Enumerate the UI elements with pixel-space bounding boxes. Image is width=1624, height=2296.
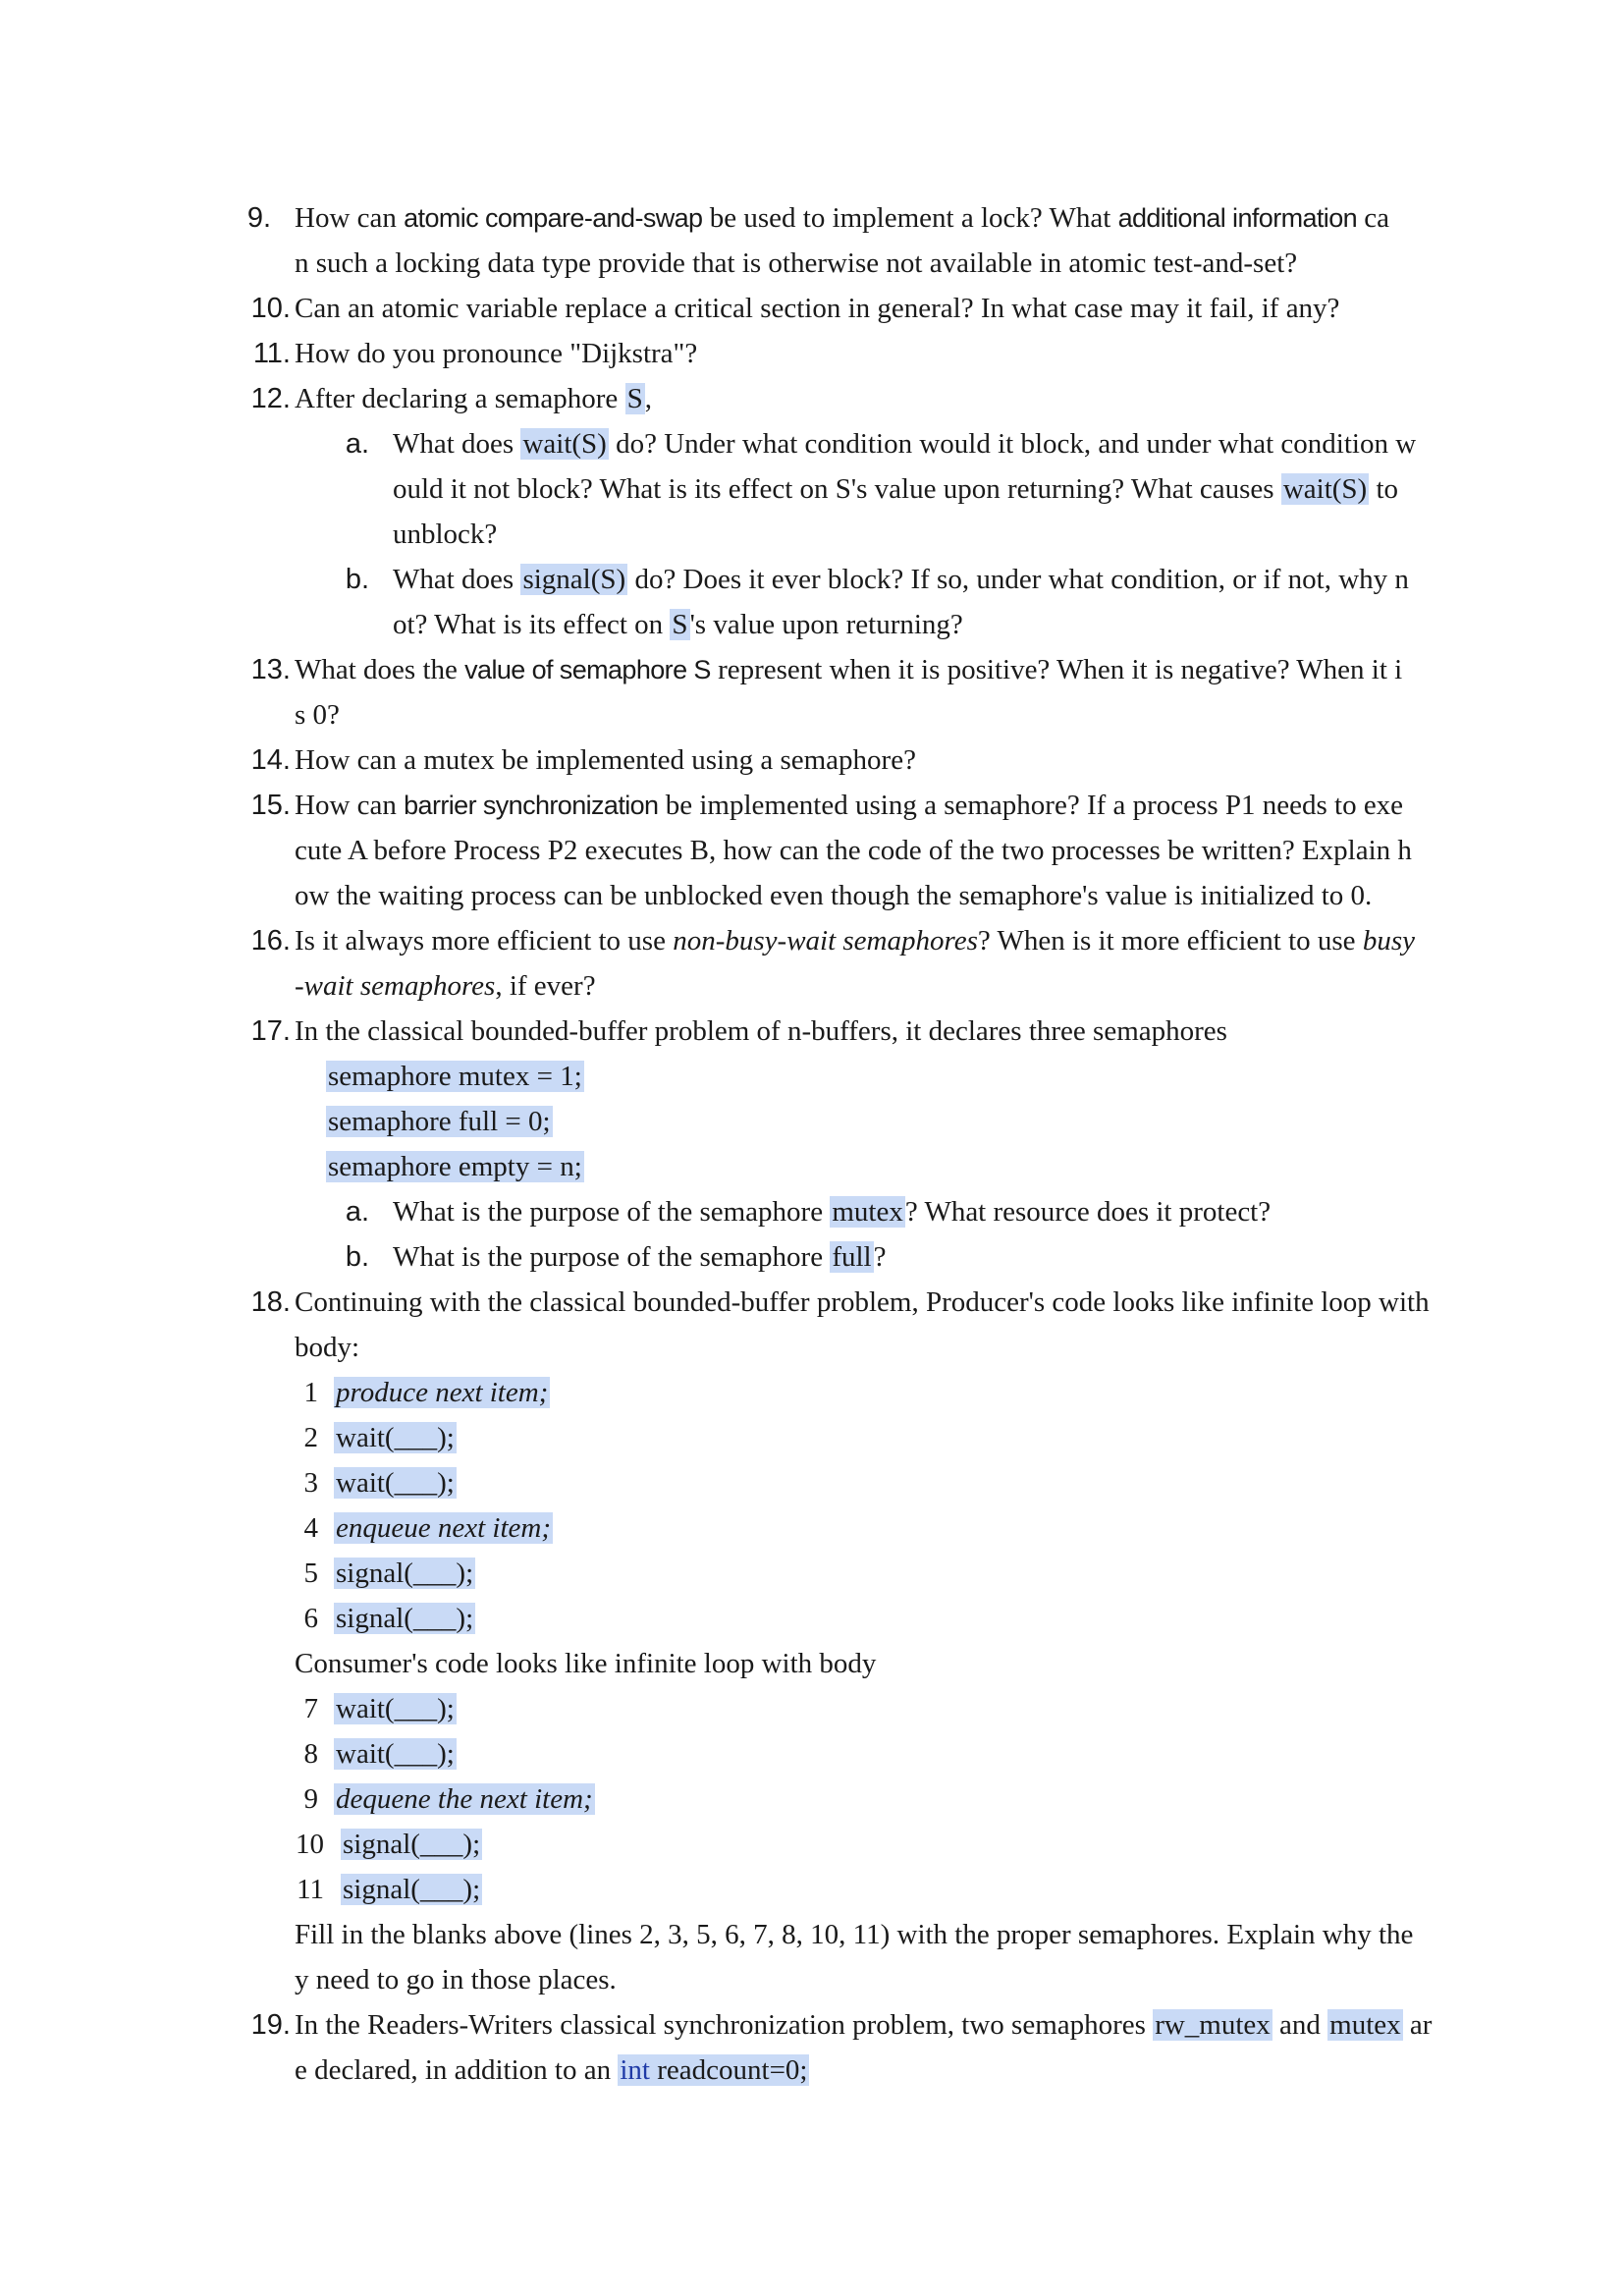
question-18-fill-line-1: Fill in the blanks above (lines 2, 3, 5, 6, 7, 8, 10, 11) with the proper semaphores. Explain why the — [295, 1919, 1414, 1950]
text: 's value upon returning? — [689, 609, 963, 640]
question-19-line-2 — [295, 2048, 809, 2093]
question-12a-line-2 — [393, 466, 1398, 512]
question-number: 16. — [250, 925, 291, 957]
question-12-line-1 — [295, 376, 652, 421]
italic-term: -wait semaphores — [295, 970, 496, 1002]
text: How can — [295, 790, 405, 821]
italic-term: non-busy-wait semaphores — [673, 925, 978, 957]
code-line-number: 6 — [303, 1603, 318, 1634]
code-line — [334, 1731, 457, 1777]
highlighted-term: mutex — [1329, 2009, 1401, 2041]
subquestion-label: a. — [345, 1196, 369, 1228]
question-number: 12. — [250, 383, 291, 414]
highlighted-term: signal(S) — [522, 564, 626, 595]
text: do? Under what condition would it block, and under what condition w — [608, 428, 1417, 460]
question-19-line-1 — [295, 2002, 1432, 2048]
question-number: 15. — [250, 790, 291, 821]
question-15-line-1 — [295, 783, 1403, 828]
code-line-number: 11 — [297, 1874, 324, 1905]
text: What does the — [295, 654, 465, 685]
text: , — [644, 383, 652, 414]
bold-term: barrier synchronization — [404, 791, 659, 820]
code-text: wait(___); — [336, 1693, 455, 1724]
question-10-line-1: Can an atomic variable replace a critical section in general? In what case may it fail, if any? — [295, 293, 1340, 324]
keyword: int — [620, 2054, 650, 2086]
code-line — [334, 1460, 457, 1505]
highlighted-term: rw_mutex — [1155, 2009, 1271, 2041]
text: ot? What is its effect on — [393, 609, 671, 640]
code-line-number: 8 — [303, 1738, 318, 1770]
question-number: 11. — [252, 338, 291, 369]
code-line-number: 2 — [303, 1422, 318, 1453]
code-line — [334, 1505, 553, 1551]
question-15-line-2: cute A before Process P2 executes B, how can the code of the two processes be written? Explain h — [295, 835, 1412, 866]
text: ould it not block? What is its effect on S's value upon returning? What causes — [393, 473, 1281, 505]
code-line — [334, 1551, 475, 1596]
bold-term: atomic compare-and-swap — [404, 203, 703, 233]
code-text: semaphore empty = n; — [328, 1151, 582, 1182]
question-11-line-1: How do you pronounce "Dijkstra"? — [295, 338, 698, 369]
text: to — [1369, 473, 1399, 505]
highlighted-term: full — [832, 1241, 872, 1273]
text: After declaring a semaphore — [295, 383, 625, 414]
code-line — [326, 1099, 553, 1144]
question-17-line-1: In the classical bounded-buffer problem of n-buffers, it declares three semaphores — [295, 1015, 1227, 1047]
code-line-number: 10 — [296, 1829, 324, 1860]
text: be used to implement a lock? What — [702, 202, 1118, 234]
question-14-line-1: How can a mutex be implemented using a semaphore? — [295, 744, 916, 776]
code-line — [334, 1370, 550, 1415]
text: ? — [873, 1241, 887, 1273]
text: , if ever? — [495, 970, 596, 1002]
question-17b-line — [393, 1234, 887, 1280]
text: ar — [1402, 2009, 1433, 2041]
subquestion-label: b. — [345, 1241, 369, 1273]
question-13-line-1 — [295, 647, 1402, 692]
code-line — [341, 1867, 482, 1912]
question-13-line-2: s 0? — [295, 699, 340, 731]
text: ? When is it more efficient to use — [977, 925, 1363, 957]
question-number: 19. — [250, 2009, 291, 2041]
consumer-intro: Consumer's code looks like infinite loop with body — [295, 1648, 877, 1679]
text: In the Readers-Writers classical synchronization problem, two semaphores — [295, 2009, 1154, 2041]
text: and — [1272, 2009, 1328, 2041]
question-16-line-1 — [295, 918, 1415, 963]
code-line — [334, 1596, 475, 1641]
italic-term: busy — [1362, 925, 1415, 957]
text: do? Does it ever block? If so, under what condition, or if not, why n — [627, 564, 1409, 595]
code-text: semaphore full = 0; — [328, 1106, 551, 1137]
code-line — [326, 1054, 584, 1099]
question-number: 10. — [250, 293, 291, 324]
question-16-line-2 — [295, 963, 596, 1009]
text: What is the purpose of the semaphore — [393, 1196, 831, 1228]
text: ? What resource does it protect? — [904, 1196, 1272, 1228]
code-text: produce next item; — [336, 1377, 549, 1408]
question-18-fill-line-2: y need to go in those places. — [295, 1964, 617, 1995]
text: How can — [295, 202, 405, 234]
question-number: 9. — [246, 202, 271, 234]
text: What is the purpose of the semaphore — [393, 1241, 831, 1273]
code-line — [341, 1822, 482, 1867]
code-line — [334, 1777, 595, 1822]
code-line-number: 7 — [303, 1693, 318, 1724]
text: What does — [393, 564, 521, 595]
question-9-line-1 — [295, 195, 1389, 241]
highlighted-term: S — [672, 609, 688, 640]
text: Is it always more efficient to use — [295, 925, 674, 957]
bold-term: value of semaphore S — [464, 655, 711, 684]
highlighted-term: mutex — [832, 1196, 903, 1228]
code-text: signal(___); — [336, 1558, 474, 1589]
code-text: signal(___); — [343, 1829, 481, 1860]
code-text: dequene the next item; — [336, 1783, 593, 1815]
question-number: 13. — [250, 654, 291, 685]
text: What does — [393, 428, 521, 460]
text: ca — [1357, 202, 1390, 234]
code-line — [334, 1415, 457, 1460]
text: be implemented using a semaphore? If a process P1 needs to exe — [658, 790, 1404, 821]
question-12b-line-1 — [393, 557, 1409, 602]
subquestion-label: b. — [345, 564, 369, 595]
highlighted-term: wait(S) — [1282, 473, 1368, 505]
code-line-number: 4 — [303, 1512, 318, 1544]
question-number: 14. — [250, 744, 291, 776]
question-12a-line-3: unblock? — [393, 519, 498, 550]
question-9-line-2: n such a locking data type provide that is otherwise not available in atomic test-and-set? — [295, 247, 1298, 279]
question-15-line-3: ow the waiting process can be unblocked even though the semaphore's value is initialized to 0. — [295, 880, 1373, 911]
code-line — [334, 1686, 457, 1731]
code-line-number: 5 — [303, 1558, 318, 1589]
code-text: semaphore mutex = 1; — [328, 1061, 582, 1092]
question-18-line-1: Continuing with the classical bounded-buffer problem, Producer's code looks like infinite loop with — [295, 1286, 1430, 1318]
bold-term: additional information — [1117, 203, 1358, 233]
code-text: signal(___); — [343, 1874, 481, 1905]
highlighted-term: S — [626, 383, 643, 414]
code-text: wait(___); — [336, 1467, 455, 1499]
text: represent when it is positive? When it is negative? When it i — [710, 654, 1403, 685]
question-number: 17. — [250, 1015, 291, 1047]
code-line-number: 9 — [303, 1783, 318, 1815]
text: e declared, in addition to an — [295, 2054, 619, 2086]
code-text: wait(___); — [336, 1738, 455, 1770]
highlighted-term: wait(S) — [522, 428, 607, 460]
question-12b-line-2 — [393, 602, 963, 647]
code-line-number: 1 — [303, 1377, 318, 1408]
code-text: wait(___); — [336, 1422, 455, 1453]
code-text: enqueue next item; — [336, 1512, 552, 1544]
code-line — [326, 1144, 584, 1189]
code-text: readcount=0; — [649, 2054, 808, 2086]
question-number: 18. — [250, 1286, 291, 1318]
question-18-line-2: body: — [295, 1332, 360, 1363]
code-line-number: 3 — [303, 1467, 318, 1499]
code-text: signal(___); — [336, 1603, 474, 1634]
subquestion-label: a. — [345, 428, 369, 460]
question-17a-line — [393, 1189, 1271, 1234]
question-12a-line-1 — [393, 421, 1416, 466]
